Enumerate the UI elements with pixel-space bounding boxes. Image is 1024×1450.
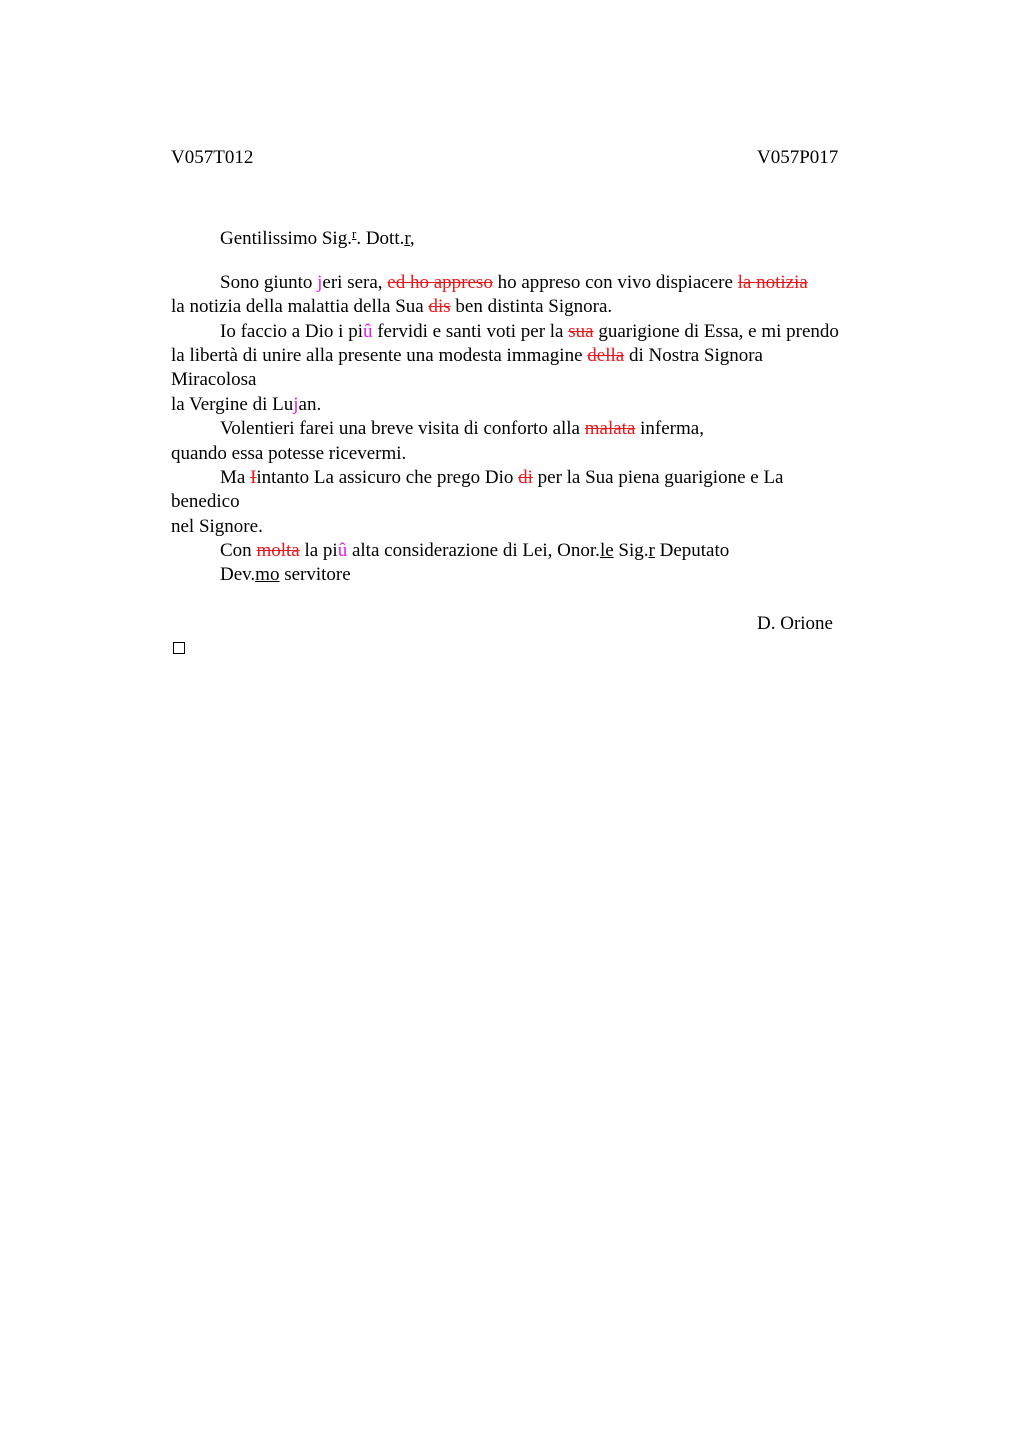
salutation: Gentilissimo Sig.$^r$. Dott.r,	[220, 226, 415, 249]
deletion: dis	[428, 296, 451, 318]
signature: D. Orione	[757, 613, 833, 635]
paragraph-4-line-2: benedico	[171, 491, 240, 513]
deletion: sua	[568, 320, 594, 342]
underlined-abbrev: mo	[255, 564, 280, 586]
paragraph-1-line-2: la notizia della malattia della Sua dis ben distinta Signora.	[171, 296, 613, 318]
paragraph-2-line-2: la libertà di unire alla presente una modesta immagine della di Nostra Signora	[171, 344, 763, 366]
paragraph-2-line-1: Io faccio a Dio i piû fervidi e santi voti per la sua guarigione di Essa, e mi prendo	[220, 320, 839, 342]
deletion: di	[518, 466, 533, 488]
insertion: j	[317, 271, 323, 293]
paragraph-4-line-3: nel Signore.	[171, 515, 263, 537]
insertion: û	[337, 540, 348, 562]
closing-line-2: Dev.mo servitore	[220, 564, 351, 586]
superscript-abbrev: r	[351, 226, 357, 241]
blank-line	[171, 246, 911, 270]
paragraph-3-line-1: Volentieri farei una breve visita di conforto alla malata inferma,	[220, 418, 704, 440]
paragraph-3-line-2: quando essa potesse ricevermi.	[171, 442, 407, 464]
paragraph-2-line-3: Miracolosa	[171, 369, 257, 391]
paragraph-1-line-1: Sono giunto jeri sera, ed ho appreso ho appreso con vivo dispiacere la notizia	[220, 271, 808, 293]
letter-body	[171, 222, 911, 637]
paragraph-2-line-4: la Vergine di Lujan.	[171, 393, 322, 415]
deletion: la notizia	[737, 271, 808, 293]
insertion: j	[293, 393, 299, 415]
closing-line-1: Con molta la piû alta considerazione di Lei, Onor.le Sig.r Deputato	[220, 540, 730, 562]
deletion: ed ho appreso	[387, 271, 493, 293]
deletion: malata	[584, 418, 636, 440]
deletion: I	[250, 466, 257, 488]
deletion: molta	[256, 540, 300, 562]
underlined-abbrev: r	[404, 228, 410, 249]
checkbox-icon	[173, 642, 185, 654]
deletion: della	[587, 344, 625, 366]
underlined-abbrev: le	[599, 540, 614, 562]
underlined-abbrev: r	[648, 540, 655, 562]
document-id-left: V057T012	[171, 147, 254, 168]
document-id-right: V057P017	[757, 147, 839, 168]
blank-line	[171, 588, 911, 612]
insertion: û	[362, 320, 373, 342]
paragraph-4-line-1: Ma Iintanto La assicuro che prego Dio di per la Sua piena guarigione e La	[220, 466, 784, 488]
